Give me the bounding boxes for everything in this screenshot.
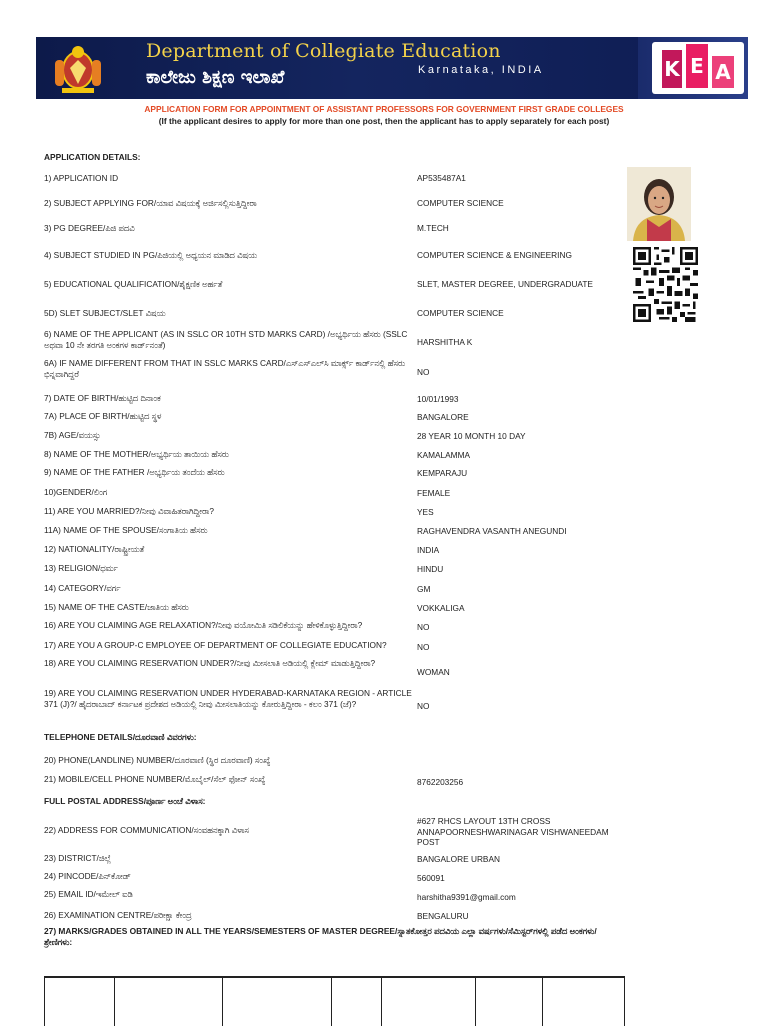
field-value: harshitha9391@gmail.com bbox=[417, 892, 516, 902]
field-value: AP535487A1 bbox=[417, 173, 466, 183]
form-subtitle: (If the applicant desires to apply for more than one post, then the applicant has to apply separately for each post) bbox=[158, 116, 610, 126]
field-label: 10)GENDER/ಲಿಂಗ bbox=[44, 487, 108, 497]
field-value: KAMALAMMA bbox=[417, 450, 471, 460]
field-value: WOMAN bbox=[417, 667, 450, 677]
section-telephone-details: TELEPHONE DETAILS/ದೂರವಾಣಿ ವಿವರಗಳು: bbox=[44, 732, 197, 742]
field-value: 28 YEAR 10 MONTH 10 DAY bbox=[417, 431, 526, 441]
field-label: 6) NAME OF THE APPLICANT (AS IN SSLC OR 10TH STD MARKS CARD) /ಅಭ್ಯರ್ಥಿಯ ಹೆಸರು (SSLC ಅಥವಾ 10 ನೇ ತರಗತಿ ಅಂಕಗಳ ಕಾರ್ಡ್‌ನಂತೆ) bbox=[44, 329, 408, 350]
field-label: 7) DATE OF BIRTH/ಹುಟ್ಟಿದ ದಿನಾಂಕ bbox=[44, 393, 161, 403]
field-value: KEMPARAJU bbox=[417, 468, 468, 478]
field-value: COMPUTER SCIENCE bbox=[417, 308, 504, 318]
field-value: INDIA bbox=[417, 545, 440, 555]
field-value: HARSHITHA K bbox=[417, 337, 473, 347]
banner-state: Karnataka, INDIA bbox=[418, 64, 544, 76]
field-value: BANGALORE bbox=[417, 412, 469, 422]
field-label: 7A) PLACE OF BIRTH/ಹುಟ್ಟಿದ ಸ್ಥಳ bbox=[44, 411, 162, 421]
field-value: VOKKALIGA bbox=[417, 603, 465, 613]
field-label: 11A) NAME OF THE SPOUSE/ಸಂಗಾತಿಯ ಹೆಸರು bbox=[44, 525, 208, 535]
field-label: 7B) AGE/ವಯಸ್ಸು bbox=[44, 430, 101, 440]
field-value: NO bbox=[417, 642, 430, 652]
field-label: 8) NAME OF THE MOTHER/ಅಭ್ಯರ್ಥಿಯ ತಾಯಿಯ ಹೆಸರು bbox=[44, 449, 229, 459]
field-value: 8762203256 bbox=[417, 777, 464, 787]
field-value: COMPUTER SCIENCE bbox=[417, 198, 504, 208]
banner-title-kannada: ಕಾಲೇಜು ಶಿಕ್ಷಣ ಇಲಾಖೆ bbox=[146, 67, 285, 88]
field-label: 15) NAME OF THE CASTE/ಜಾತಿಯ ಹೆಸರು bbox=[44, 602, 189, 612]
field-value: SLET, MASTER DEGREE, UNDERGRADUATE bbox=[417, 279, 593, 289]
field-label: 22) ADDRESS FOR COMMUNICATION/ಸಂವಹನಕ್ಕಾಗಿ ವಿಳಾಸ bbox=[44, 825, 249, 835]
kea-logo-a: A bbox=[712, 56, 734, 88]
field-label: 2) SUBJECT APPLYING FOR/ಯಾವ ವಿಷಯಕ್ಕೆ ಅರ್ಜಿಸಲ್ಲಿಸುತ್ತಿದ್ದೀರಾ bbox=[44, 198, 257, 208]
field-label: 12) NATIONALITY/ರಾಷ್ಟ್ರೀಯತೆ bbox=[44, 544, 145, 554]
field-label: 14) CATEGORY/ವರ್ಗ bbox=[44, 583, 121, 593]
table-column-divider bbox=[114, 978, 115, 1026]
field-label: 17) ARE YOU A GROUP-C EMPLOYEE OF DEPARTMENT OF COLLEGIATE EDUCATION? bbox=[44, 640, 387, 650]
field-value: HINDU bbox=[417, 564, 444, 574]
applicant-photo-image bbox=[627, 167, 691, 241]
field-label: 13) RELIGION/ಧರ್ಮ bbox=[44, 563, 118, 573]
field-label: 20) PHONE(LANDLINE) NUMBER/ದೂರವಾಣಿ (ಸ್ಥಿರ ದೂರವಾಣಿ) ಸಂಖ್ಯೆ bbox=[44, 755, 271, 765]
field-label: 16) ARE YOU CLAIMING AGE RELAXATION?/ನೀವು ವಯೋಮಿತಿ ಸಡಿಲಿಕೆಯನ್ನು ಹೇಳಿಕೊಳ್ಳುತ್ತಿದ್ದೀರಾ? bbox=[44, 620, 363, 630]
section-postal-address: FULL POSTAL ADDRESS/ಪೂರ್ಣ ಅಂಚೆ ವಿಳಾಸ: bbox=[44, 796, 206, 806]
table-column-divider bbox=[475, 978, 476, 1026]
field-label: 5) EDUCATIONAL QUALIFICATION/ಶೈಕ್ಷಣಿಕ ಅರ್ಹತೆ bbox=[44, 279, 223, 289]
section-application-details: APPLICATION DETAILS: bbox=[44, 152, 141, 162]
kea-logo-e: E bbox=[686, 44, 708, 88]
field-value: BENGALURU bbox=[417, 911, 469, 921]
table-column-divider bbox=[331, 978, 332, 1026]
field-value: M.TECH bbox=[417, 223, 449, 233]
field-label: 11) ARE YOU MARRIED?/ನೀವು ವಿವಾಹಿತರಾಗಿದ್ದೀರಾ? bbox=[44, 506, 214, 516]
section-marks: 27) MARKS/GRADES OBTAINED IN ALL THE YEARS/SEMESTERS OF MASTER DEGREE/ಸ್ನಾತಕೋತ್ತರ ಪದವಿಯ ಎಲ್ಲಾ ವರ್ಷಗಳು/ಸೆಮಿಸ್ಟರ್‌ಗಳಲ್ಲಿ ಪಡೆದ ಅಂಕಗಳು/ಶ್ರೇಣಿಗಳು: bbox=[44, 926, 597, 947]
field-value: 560091 bbox=[417, 873, 445, 883]
field-label: 9) NAME OF THE FATHER /ಅಭ್ಯರ್ಥಿಯ ತಂದೆಯ ಹೆಸರು bbox=[44, 467, 225, 477]
kea-logo bbox=[652, 42, 744, 94]
table-column-divider bbox=[381, 978, 382, 1026]
field-label: 1) APPLICATION ID bbox=[44, 173, 119, 183]
field-value: #627 RHCS LAYOUT 13TH CROSS ANNAPOORNESHWARINAGAR VISHWANEEDAM POST bbox=[417, 816, 609, 847]
field-label: 5D) SLET SUBJECT/SLET ವಿಷಯ bbox=[44, 308, 166, 318]
kea-logo-k: K bbox=[662, 50, 682, 88]
field-value: 10/01/1993 bbox=[417, 394, 459, 404]
karnataka-emblem-icon bbox=[50, 40, 106, 96]
qr-code-icon bbox=[633, 245, 698, 324]
field-label: 25) EMAIL ID/ಇಮೇಲ್ ಐಡಿ bbox=[44, 889, 133, 899]
field-label: 4) SUBJECT STUDIED IN PG/ಪಿಜಿಯಲ್ಲಿ ಅಧ್ಯಯನ ಮಾಡಿದ ವಿಷಯ bbox=[44, 250, 257, 260]
field-label: 3) PG DEGREE/ಪಿಜಿ ಪದವಿ bbox=[44, 223, 135, 233]
field-value: BANGALORE URBAN bbox=[417, 854, 500, 864]
field-label: 23) DISTRICT/ಜಿಲ್ಲೆ bbox=[44, 853, 112, 863]
field-value: RAGHAVENDRA VASANTH ANEGUNDI bbox=[417, 526, 567, 536]
field-value: GM bbox=[417, 584, 431, 594]
field-value: NO bbox=[417, 701, 430, 711]
form-title: APPLICATION FORM FOR APPOINTMENT OF ASSISTANT PROFESSORS FOR GOVERNMENT FIRST GRADE COLLEGES bbox=[144, 104, 624, 114]
field-label: 18) ARE YOU CLAIMING RESERVATION UNDER?/ನೀವು ಮೀಸಲಾತಿ ಅಡಿಯಲ್ಲಿ ಕ್ಲೇಮ್ ಮಾಡುತ್ತಿದ್ದೀರಾ? bbox=[44, 658, 376, 668]
field-value: NO bbox=[417, 367, 430, 377]
field-value: COMPUTER SCIENCE & ENGINEERING bbox=[417, 250, 572, 260]
header-banner bbox=[36, 37, 748, 99]
field-value: FEMALE bbox=[417, 488, 451, 498]
table-column-divider bbox=[542, 978, 543, 1026]
field-label: 6A) IF NAME DIFFERENT FROM THAT IN SSLC MARKS CARD/ಎಸ್‌ಎಸ್‌ಎಲ್‌ಸಿ ಮಾರ್ಕ್ಸ್ ಕಾರ್ಡ್‌ನಲ್ಲಿ ಹೆಸರು ಭಿನ್ನವಾಗಿದ್ದರೆ bbox=[44, 358, 406, 379]
field-label: 26) EXAMINATION CENTRE/ಪರೀಕ್ಷಾ ಕೇಂದ್ರ bbox=[44, 910, 192, 920]
field-value: NO bbox=[417, 622, 430, 632]
table-column-divider bbox=[222, 978, 223, 1026]
field-label: 19) ARE YOU CLAIMING RESERVATION UNDER HYDERABAD-KARNATAKA REGION - ARTICLE 371 (J)?/ ಹೈದರಾಬಾದ್ ಕರ್ನಾಟಕ ಪ್ರದೇಶದ ಅಡಿಯಲ್ಲಿ ನೀವು ಮೀಸಲಾತಿಯನ್ನು ಕೋರುತ್ತಿದ್ದೀರಾ - ಕಲಂ 371 (ಜೆ)? bbox=[44, 688, 412, 709]
marks-table bbox=[44, 976, 625, 1026]
field-label: 21) MOBILE/CELL PHONE NUMBER/ಮೊಬೈಲ್/ಸೆಲ್ ಫೋನ್ ಸಂಖ್ಯೆ bbox=[44, 774, 266, 784]
banner-title: Department of Collegiate Education bbox=[146, 40, 501, 62]
field-label: 24) PINCODE/ಪಿನ್‌ಕೋಡ್ bbox=[44, 871, 131, 881]
field-value: YES bbox=[417, 507, 434, 517]
applicant-photo bbox=[627, 167, 691, 241]
